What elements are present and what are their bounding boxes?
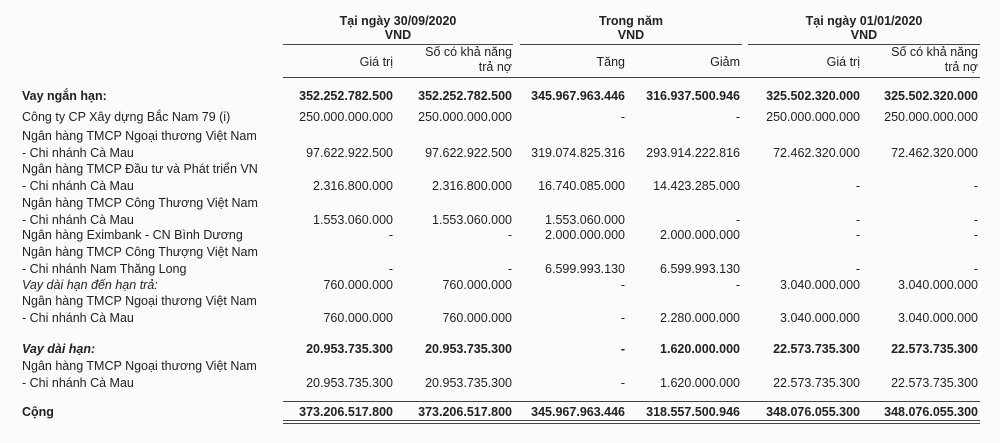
col-header-repay: Số có khả năng: [425, 45, 512, 59]
cell-value: 352.252.782.500: [299, 89, 393, 103]
cell-value: 3.040.000.000: [780, 278, 860, 292]
total-top-rule: [283, 401, 980, 402]
cell-value: -: [735, 213, 740, 227]
cell-value: 72.462.320.000: [773, 146, 860, 160]
cell-value: 1.620.000.000: [660, 376, 740, 390]
cell-value: -: [855, 213, 860, 227]
cell-value: 2.000.000.000: [545, 228, 625, 242]
cell-value: 760.000.000: [323, 278, 393, 292]
cell-value: 97.622.922.500: [306, 146, 393, 160]
cell-value: 319.074.825.316: [531, 146, 625, 160]
col-header-decrease: Giảm: [710, 55, 740, 69]
row-label-continued: - Chi nhánh Cà Mau: [22, 213, 134, 227]
cell-value: 20.953.735.300: [425, 376, 512, 390]
cell-value: 250.000.000.000: [418, 110, 512, 124]
col-header-increase: Tăng: [596, 55, 625, 69]
row-label: Ngân hàng TMCP Ngoại thương Việt Nam: [22, 359, 257, 373]
cell-value: 1.553.060.000: [313, 213, 393, 227]
row-label: Ngân hàng TMCP Công Thượng Việt Nam: [22, 245, 258, 259]
cell-value: -: [855, 228, 860, 242]
total-bottom-rule: [283, 420, 980, 421]
col-header-value: Giá trị: [826, 55, 860, 69]
cell-value: 760.000.000: [442, 311, 512, 325]
cell-value: -: [973, 213, 978, 227]
row-label-continued: - Chi nhánh Cà Mau: [22, 311, 134, 325]
header-group-in-year: Trong năm: [599, 14, 663, 28]
cell-value: 2.280.000.000: [660, 311, 740, 325]
row-label: Cộng: [22, 405, 54, 419]
subheader-rule: [283, 77, 980, 78]
cell-value: -: [620, 311, 625, 325]
row-label: Ngân hàng Eximbank - CN Bình Dương: [22, 228, 243, 242]
row-label: Vay dài hạn đến hạn trả:: [22, 278, 158, 292]
cell-value: 373.206.517.800: [418, 405, 512, 419]
cell-value: 345.967.963.446: [531, 405, 625, 419]
cell-value: 2.316.800.000: [313, 179, 393, 193]
header-currency: VND: [384, 28, 412, 42]
cell-value: 1.553.060.000: [545, 213, 625, 227]
cell-value: 6.599.993.130: [660, 262, 740, 276]
cell-value: -: [973, 179, 978, 193]
cell-value: 2.316.800.000: [432, 179, 512, 193]
col-header-value: Giá trị: [359, 55, 393, 69]
cell-value: 250.000.000.000: [766, 110, 860, 124]
header-currency: VND: [850, 28, 878, 42]
cell-value: 352.252.782.500: [418, 89, 512, 103]
row-label: Ngân hàng TMCP Đầu tư và Phát triển VN: [22, 162, 258, 176]
cell-value: -: [620, 278, 625, 292]
cell-value: 3.040.000.000: [898, 278, 978, 292]
cell-value: 760.000.000: [323, 311, 393, 325]
row-label: Ngân hàng TMCP Công Thương Việt Nam: [22, 196, 258, 210]
cell-value: -: [855, 262, 860, 276]
row-label: Công ty CP Xây dựng Bắc Nam 79 (i): [22, 110, 231, 124]
cell-value: 16.740.085.000: [538, 179, 625, 193]
cell-value: 20.953.735.300: [425, 342, 512, 356]
row-label: Ngân hàng TMCP Ngoại thương Việt Nam: [22, 294, 257, 308]
cell-value: -: [973, 262, 978, 276]
cell-value: 20.953.735.300: [306, 376, 393, 390]
cell-value: 373.206.517.800: [299, 405, 393, 419]
col-header-repay-2: trả nợ: [944, 60, 978, 74]
cell-value: 22.573.735.300: [773, 376, 860, 390]
cell-value: 348.076.055.300: [884, 405, 978, 419]
cell-value: 325.502.320.000: [884, 89, 978, 103]
cell-value: -: [973, 228, 978, 242]
cell-value: 72.462.320.000: [891, 146, 978, 160]
cell-value: 3.040.000.000: [780, 311, 860, 325]
cell-value: -: [735, 278, 740, 292]
cell-value: 1.553.060.000: [432, 213, 512, 227]
row-label-continued: - Chi nhánh Cà Mau: [22, 376, 134, 390]
cell-value: -: [507, 228, 512, 242]
cell-value: -: [507, 262, 512, 276]
cell-value: 22.573.735.300: [891, 342, 978, 356]
row-label: Vay ngắn hạn:: [22, 89, 107, 103]
cell-value: -: [620, 342, 625, 356]
cell-value: -: [855, 179, 860, 193]
cell-value: 250.000.000.000: [884, 110, 978, 124]
cell-value: 3.040.000.000: [898, 311, 978, 325]
row-label-continued: - Chi nhánh Cà Mau: [22, 146, 134, 160]
cell-value: 348.076.055.300: [766, 405, 860, 419]
cell-value: 250.000.000.000: [299, 110, 393, 124]
cell-value: 1.620.000.000: [660, 342, 740, 356]
cell-value: 293.914.222.816: [646, 146, 740, 160]
cell-value: -: [388, 262, 393, 276]
cell-value: 345.967.963.446: [531, 89, 625, 103]
header-currency: VND: [617, 28, 645, 42]
cell-value: 325.502.320.000: [766, 89, 860, 103]
row-label: Vay dài hạn:: [22, 342, 96, 356]
cell-value: 2.000.000.000: [660, 228, 740, 242]
cell-value: 6.599.993.130: [545, 262, 625, 276]
cell-value: -: [388, 228, 393, 242]
cell-value: 20.953.735.300: [306, 342, 393, 356]
total-bottom-rule-2: [283, 423, 980, 424]
col-header-repay-2: trả nợ: [478, 60, 512, 74]
cell-value: 318.557.500.946: [646, 405, 740, 419]
cell-value: 22.573.735.300: [773, 342, 860, 356]
cell-value: 316.937.500.946: [646, 89, 740, 103]
cell-value: -: [620, 110, 625, 124]
row-label-continued: - Chi nhánh Nam Thăng Long: [22, 262, 187, 276]
cell-value: -: [620, 376, 625, 390]
cell-value: -: [735, 110, 740, 124]
col-header-repay: Số có khả năng: [891, 45, 978, 59]
cell-value: 760.000.000: [442, 278, 512, 292]
header-group-30-09-2020: Tại ngày 30/09/2020: [339, 14, 457, 28]
cell-value: 97.622.922.500: [425, 146, 512, 160]
header-group-01-01-2020: Tại ngày 01/01/2020: [805, 14, 923, 28]
cell-value: 22.573.735.300: [891, 376, 978, 390]
row-label-continued: - Chi nhánh Cà Mau: [22, 179, 134, 193]
cell-value: 14.423.285.000: [653, 179, 740, 193]
header-rule: [520, 44, 742, 45]
row-label: Ngân hàng TMCP Ngoại thương Việt Nam: [22, 129, 257, 143]
